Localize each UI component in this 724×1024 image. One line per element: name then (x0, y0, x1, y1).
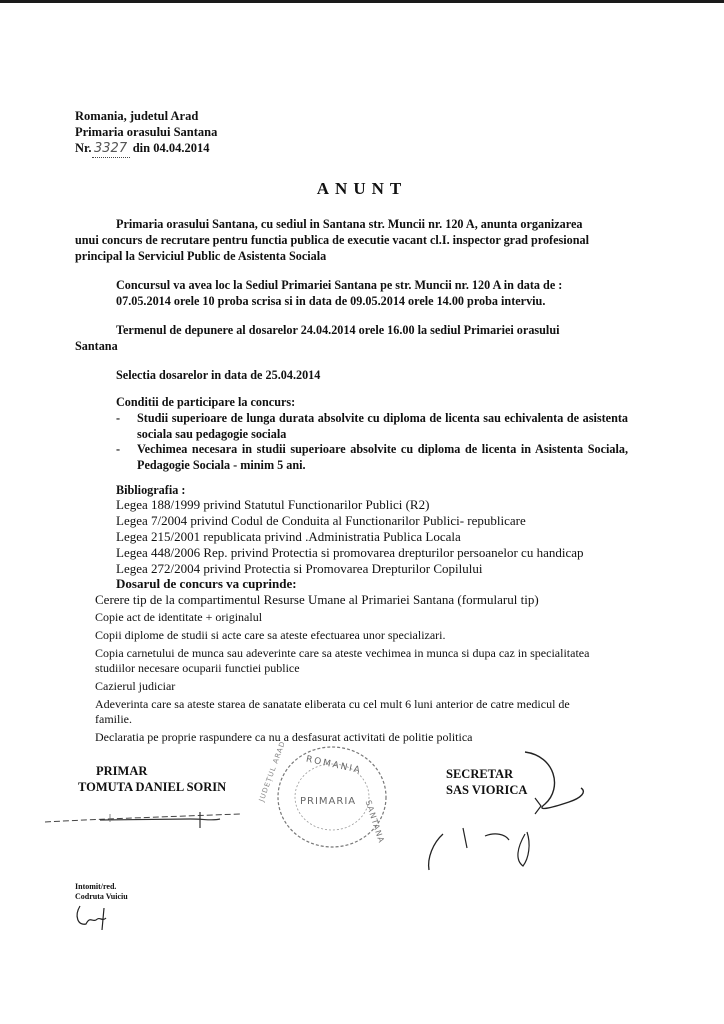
secretary-signature (405, 748, 600, 878)
dossier-item: Declaratia pe proprie raspundere ca nu a desfasurat activitati de politie politica (95, 730, 473, 744)
mayor-title: PRIMAR (96, 764, 148, 778)
intro-line-3: principal la Serviciul Public de Asistenta Sociala (75, 249, 327, 263)
dossier-item: Copii diplome de studii si acte care sa ateste efectuarea unor specializari. (95, 628, 446, 642)
dossier-item: Cerere tip de la compartimentul Resurse Umane al Primariei Santana (formularul tip) (95, 592, 539, 607)
dossier-item-continued: familie. (95, 712, 132, 726)
bibliography-item: Legea 7/2004 privind Codul de Conduita al Functionarilor Publici- republicare (116, 513, 526, 528)
stamp-top-text: ROMANIA (304, 754, 363, 777)
selection-date: Selectia dosarelor in data de 25.04.2014 (116, 368, 321, 382)
dossier-heading: Dosarul de concurs va cuprinde: (116, 576, 297, 591)
drafted-label: Intomit/red. (75, 882, 117, 891)
bibliography-item: Legea 215/2001 republicata privind .Administratia Publica Locala (116, 529, 461, 544)
mayor-name: TOMUTA DANIEL SORIN (78, 780, 227, 794)
registration-date: din 04.04.2014 (132, 141, 210, 155)
bullet-dash: - (116, 442, 121, 456)
registration-prefix: Nr. (75, 141, 92, 155)
registration-line (75, 140, 209, 158)
bibliography-item: Legea 448/2006 Rep. privind Protectia si promovarea drepturilor persoanelor cu handicap (116, 545, 584, 560)
registration-number: 3327 (92, 140, 130, 158)
scan-edge-line (0, 0, 724, 3)
condition-text: Vechimea necesara in studii superioare absolvite cu diploma de licenta in Asistenta Sociala, Pedagogie Sociala - minim 5 ani. (137, 442, 628, 472)
intro-line-2: unui concurs de recrutare pentru functia publica de executie vacant cl.I. inspector grad profesional (75, 233, 589, 247)
bibliography-item: Legea 188/1999 privind Statutul Functionarilor Publici (R2) (116, 497, 430, 512)
condition-item (116, 441, 628, 473)
dossier-item: Cazierul judiciar (95, 679, 176, 693)
stamp-right-text: SANTANA (363, 799, 386, 845)
deadline-line-1: Termenul de depunere al dosarelor 24.04.2014 orele 16.00 la sediul Primariei orasului (116, 323, 560, 337)
dossier-item: Copia carnetului de munca sau adeverinte care sa ateste vechimea in munca si dupa caz in specialitatea (95, 646, 590, 660)
stamp-center-text: PRIMARIA (300, 796, 357, 807)
drafter-initials (72, 902, 112, 932)
condition-text: Studii superioare de lunga durata absolvite cu diploma de licenta sau echivalenta de asistenta sociala sau pedagogie sociala (137, 411, 628, 441)
dossier-item: Adeverinta care sa ateste starea de sanatate eliberata cu cel mult 6 luni anterior de catre medicul de (95, 697, 570, 711)
institution-line: Primaria orasului Santana (75, 125, 218, 139)
official-stamp (257, 739, 392, 852)
dossier-item: Copie act de identitate + originalul (95, 610, 263, 624)
bullet-dash: - (116, 411, 121, 425)
conditions-heading: Conditii de participare la concurs: (116, 395, 296, 409)
bibliography-item: Legea 272/2004 privind Protectia si Promovarea Drepturilor Copilului (116, 561, 483, 576)
dossier-item-continued: studiilor necesare ocuparii functiei publice (95, 661, 300, 675)
deadline-line-2: Santana (75, 339, 118, 353)
bibliography-heading: Bibliografia : (116, 483, 186, 497)
condition-item (116, 410, 628, 442)
secretary-name: SAS VIORICA (446, 783, 528, 797)
schedule-line-1: Concursul va avea loc la Sediul Primariei Santana pe str. Muncii nr. 120 A in data de : (116, 278, 563, 292)
intro-line-1: Primaria orasului Santana, cu sediul in Santana str. Muncii nr. 120 A, anunta organizarea (116, 217, 583, 231)
county-line: Romania, judetul Arad (75, 109, 199, 123)
page-title: ANUNT (316, 179, 408, 198)
mayor-signature (40, 800, 250, 830)
drafter-name: Codruta Vuiciu (75, 892, 128, 901)
stamp-left-text: JUDEȚUL ARAD (257, 739, 288, 803)
schedule-line-2: 07.05.2014 orele 10 proba scrisa si in data de 09.05.2014 orele 14.00 proba interviu. (116, 294, 546, 308)
secretary-title: SECRETAR (446, 767, 514, 781)
